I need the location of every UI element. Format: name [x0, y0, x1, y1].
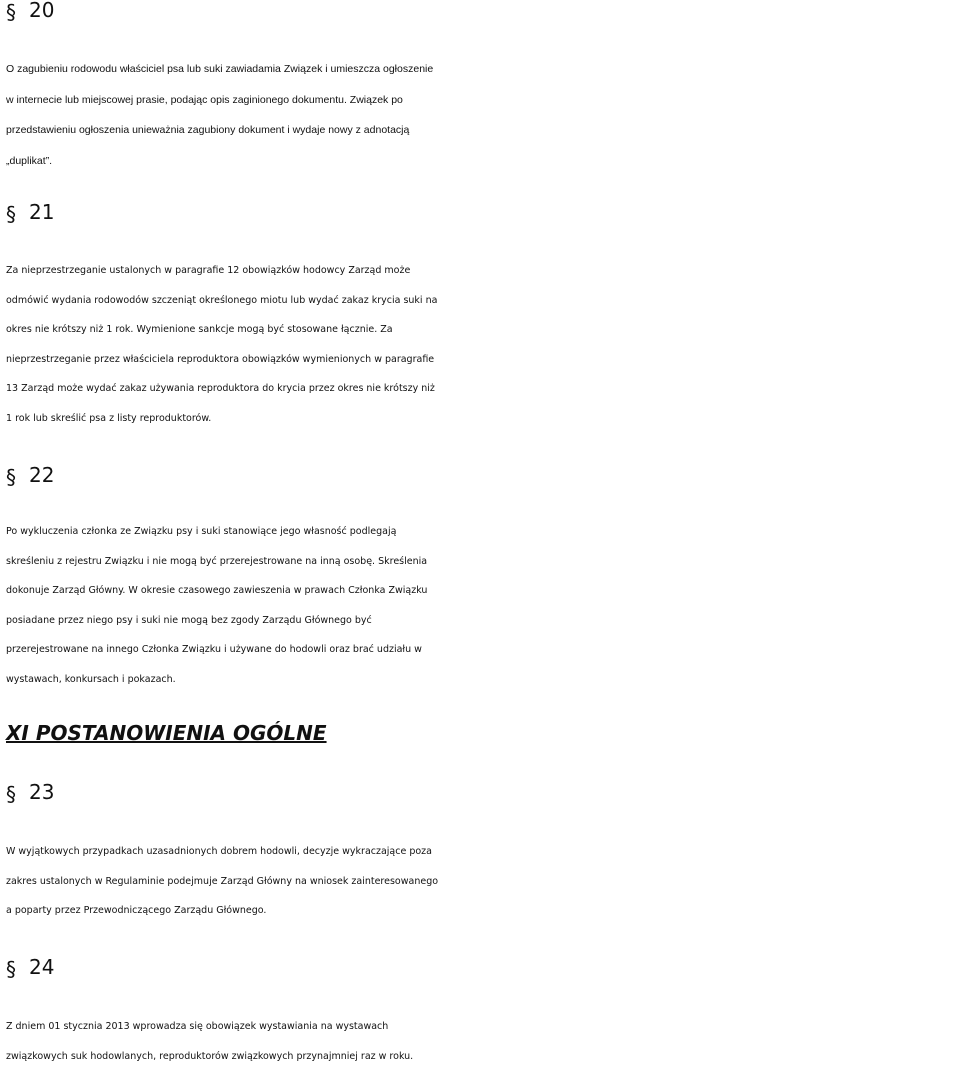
text-line: Za nieprzestrzeganie ustalonych w paragrafie 12 obowiązków hodowcy Zarząd może [6, 256, 960, 286]
section-sign: § [6, 0, 22, 24]
section-23-marker [6, 780, 54, 804]
section-21-text [6, 256, 960, 433]
text-line: związkowych suk hodowlanych, reproduktorów związkowych przynajmniej raz w roku. [6, 1042, 960, 1071]
text-line: dokonuje Zarząd Główny. W okresie czasowego zawieszenia w prawach Członka Związku [6, 576, 960, 606]
section-22-text [6, 517, 960, 694]
text-line: O zagubieniu rodowodu właściciel psa lub suki zawiadamia Związek i umieszcza ogłoszenie [6, 54, 960, 85]
section-23-text [6, 837, 960, 926]
section-number: 23 [29, 780, 54, 804]
text-line: posiadane przez niego psy i suki nie mogą bez zgody Zarządu Głównego być [6, 606, 960, 636]
section-sign: § [6, 782, 22, 806]
text-line: „duplikat”. [6, 146, 960, 177]
text-line: zakres ustalonych w Regulaminie podejmuje Zarząd Główny na wniosek zainteresowanego [6, 867, 960, 897]
text-line: 13 Zarząd może wydać zakaz używania reproduktora do krycia przez okres nie krótszy niż [6, 374, 960, 404]
text-line: w internecie lub miejscowej prasie, podając opis zaginionego dokumentu. Związek po [6, 85, 960, 116]
section-sign: § [6, 465, 22, 489]
section-24-marker [6, 955, 54, 979]
text-line: odmówić wydania rodowodów szczeniąt określonego miotu lub wydać zakaz krycia suki na [6, 286, 960, 316]
section-number: 24 [29, 955, 54, 979]
text-line: Z dniem 01 stycznia 2013 wprowadza się obowiązek wystawiania na wystawach [6, 1012, 960, 1042]
section-sign: § [6, 202, 22, 226]
text-line: Po wykluczenia członka ze Związku psy i suki stanowiące jego własność podlegają [6, 517, 960, 547]
section-20-text [6, 54, 960, 177]
text-line: okres nie krótszy niż 1 rok. Wymienione sankcje mogą być stosowane łącznie. Za [6, 315, 960, 345]
section-24-text [6, 1012, 960, 1071]
section-sign: § [6, 957, 22, 981]
section-number: 20 [29, 0, 54, 22]
section-number: 21 [29, 200, 54, 224]
text-line: przedstawieniu ogłoszenia unieważnia zagubiony dokument i wydaje nowy z adnotacją [6, 115, 960, 146]
section-number: 22 [29, 463, 54, 487]
text-line: 1 rok lub skreślić psa z listy reproduktorów. [6, 404, 960, 434]
text-line: wystawach, konkursach i pokazach. [6, 665, 960, 695]
text-line: nieprzestrzeganie przez właściciela reproduktora obowiązków wymienionych w paragrafie [6, 345, 960, 375]
text-line: W wyjątkowych przypadkach uzasadnionych dobrem hodowli, decyzje wykraczające poza [6, 837, 960, 867]
section-20-marker [6, 0, 54, 22]
chapter-heading: XI POSTANOWIENIA OGÓLNE [6, 720, 327, 746]
text-line: przerejestrowane na innego Członka Związku i używane do hodowli oraz brać udziału w [6, 635, 960, 665]
text-line: a poparty przez Przewodniczącego Zarządu Głównego. [6, 896, 960, 926]
section-21-marker [6, 200, 54, 224]
section-22-marker [6, 463, 54, 487]
text-line: skreśleniu z rejestru Związku i nie mogą być przerejestrowane na inną osobę. Skreślenia [6, 547, 960, 577]
